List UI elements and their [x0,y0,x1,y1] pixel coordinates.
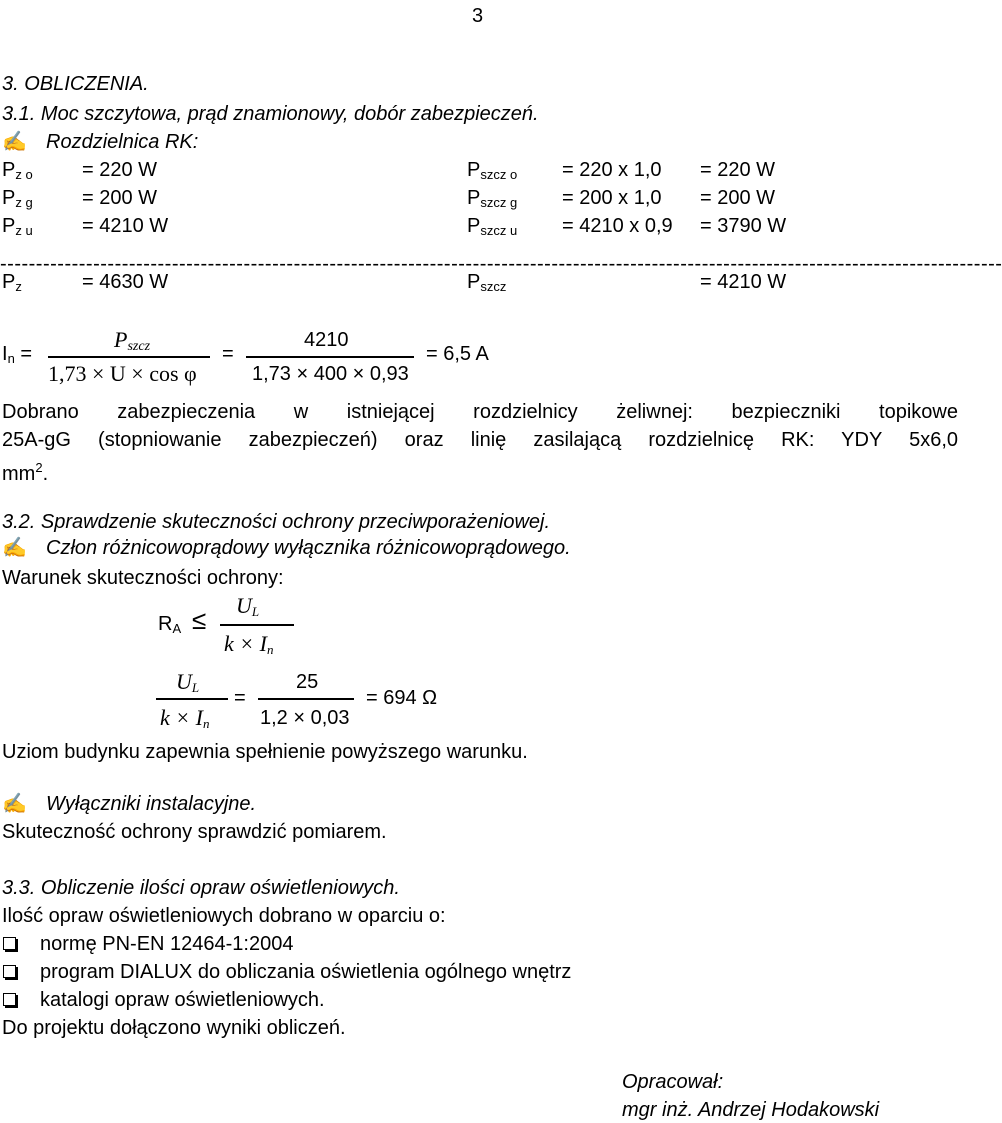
checkbox-square-icon [3,965,16,978]
dashed-separator: -------------------------------------------------------------------------------------------------------------------------------------------- [0,253,1002,275]
formula-lhs: $I_n$ = [2,343,33,366]
signature-label: Opracował: [622,1071,724,1093]
czlon-text: Człon różnicowoprądowy wyłącznika różnicowoprądowego. [46,537,571,559]
calc2-eq: = [234,687,246,709]
pen-arrow-icon: ✍ [2,537,27,559]
pen-arrow-icon: ✍ [2,793,27,815]
rozdzielnica-label: Rozdzielnica RK: [46,131,199,153]
calc2-numerator: $U_L$ [176,669,200,695]
do-projektu-text: Do projektu dołączono wyniki obliczeń. [2,1017,346,1039]
peak-power-calc: = 4210 x 0,9 [562,215,673,237]
ilosc-text: Ilość opraw oświetleniowych dobrano w oparciu o: [2,905,446,927]
fraction-bar [156,698,228,700]
fraction-bar [246,356,414,358]
formula-eq: = [222,343,234,365]
page-number: 3 [472,5,484,27]
condition-numerator: $U_L$ [236,593,260,619]
power-symbol: $P_{z g}$ [2,187,33,210]
formula-numerator: $P_{szcz}$ [114,327,151,354]
list-item-text: katalogi opraw oświetleniowych. [40,989,325,1011]
subsection-3-1-heading: 3.1. Moc szczytowa, prąd znamionowy, dobór zabezpieczeń. [2,103,539,125]
list-item-text: program DIALUX do obliczania oświetlenia ogólnego wnętrz [40,961,572,983]
formula-num-value: 4210 [304,329,349,351]
czlon-line [2,536,571,560]
peak-power-symbol: $P_{szcz g}$ [467,187,518,210]
power-symbol: $P_{z o}$ [2,159,33,182]
fraction-bar [48,356,210,358]
peak-power-result: = 220 W [700,159,776,181]
peak-power-symbol: $P_{szcz o}$ [467,159,518,182]
fraction-bar [258,698,354,700]
wylaczniki-line [2,792,256,816]
peak-power-result: = 200 W [700,187,776,209]
calc2-denominator: $k \times I_n$ [160,705,210,731]
checkbox-square-icon [3,937,16,950]
uziom-text: Uziom budynku zapewnia spełnienie powyższego warunku. [2,741,528,763]
peak-power-symbol: $P_{szcz u}$ [467,215,518,238]
peak-power-result: = 3790 W [700,215,787,237]
subsection-3-3-heading: 3.3. Obliczenie ilości opraw oświetleniowych. [2,877,400,899]
formula-den-value: 1,73 × 400 × 0,93 [252,363,409,385]
selection-text-line-3: $mm^2$. [2,460,49,485]
fraction-bar [220,624,294,626]
condition-lhs: $R_A$ [158,613,182,636]
subsection-3-2-heading: 3.2. Sprawdzenie skuteczności ochrony przeciwporażeniowej. [2,511,551,533]
total-power-value: = 4630 W [82,271,169,293]
power-value: = 220 W [82,159,158,181]
selection-text-line-1: Dobrano zabezpieczenia w istniejącej rozdzielnicy żeliwnej: bezpieczniki topikowe [2,401,958,423]
calc2-result: = 694 Ω [366,687,438,709]
power-symbol: $P_{z u}$ [2,215,33,238]
total-peak-result: = 4210 W [700,271,787,293]
peak-power-calc: = 200 x 1,0 [562,187,662,209]
wylaczniki-text: Wyłączniki instalacyjne. [46,793,257,815]
warunek-text: Warunek skuteczności ochrony: [2,567,284,589]
signature-name: mgr inż. Andrzej Hodakowski [622,1099,880,1121]
total-power-symbol: $P_z$ [2,271,22,294]
power-value: = 200 W [82,187,158,209]
formula-denominator: 1,73 × U × cos φ [48,361,197,386]
pen-arrow-icon: ✍ [2,131,27,153]
rozdzielnica-line [2,130,198,154]
peak-power-calc: = 220 x 1,0 [562,159,662,181]
calc2-den-value: 1,2 × 0,03 [260,707,350,729]
total-peak-symbol: $P_{szcz}$ [467,271,507,294]
power-value: = 4210 W [82,215,169,237]
section-heading: 3. OBLICZENIA. [2,73,149,95]
formula-result: = 6,5 A [426,343,489,365]
checkbox-square-icon [3,993,16,1006]
selection-text-line-2: 25A-gG (stopniowanie zabezpieczeń) oraz linię zasilającą rozdzielnicę RK: YDY 5x6,0 [2,429,958,451]
skutecznosc-text: Skuteczność ochrony sprawdzić pomiarem. [2,821,387,843]
list-item-text: normę PN-EN 12464-1:2004 [40,933,294,955]
less-equal-sign: ≤ [192,605,207,635]
calc2-num-value: 25 [296,671,319,693]
condition-denominator: $k \times I_n$ [224,631,274,657]
